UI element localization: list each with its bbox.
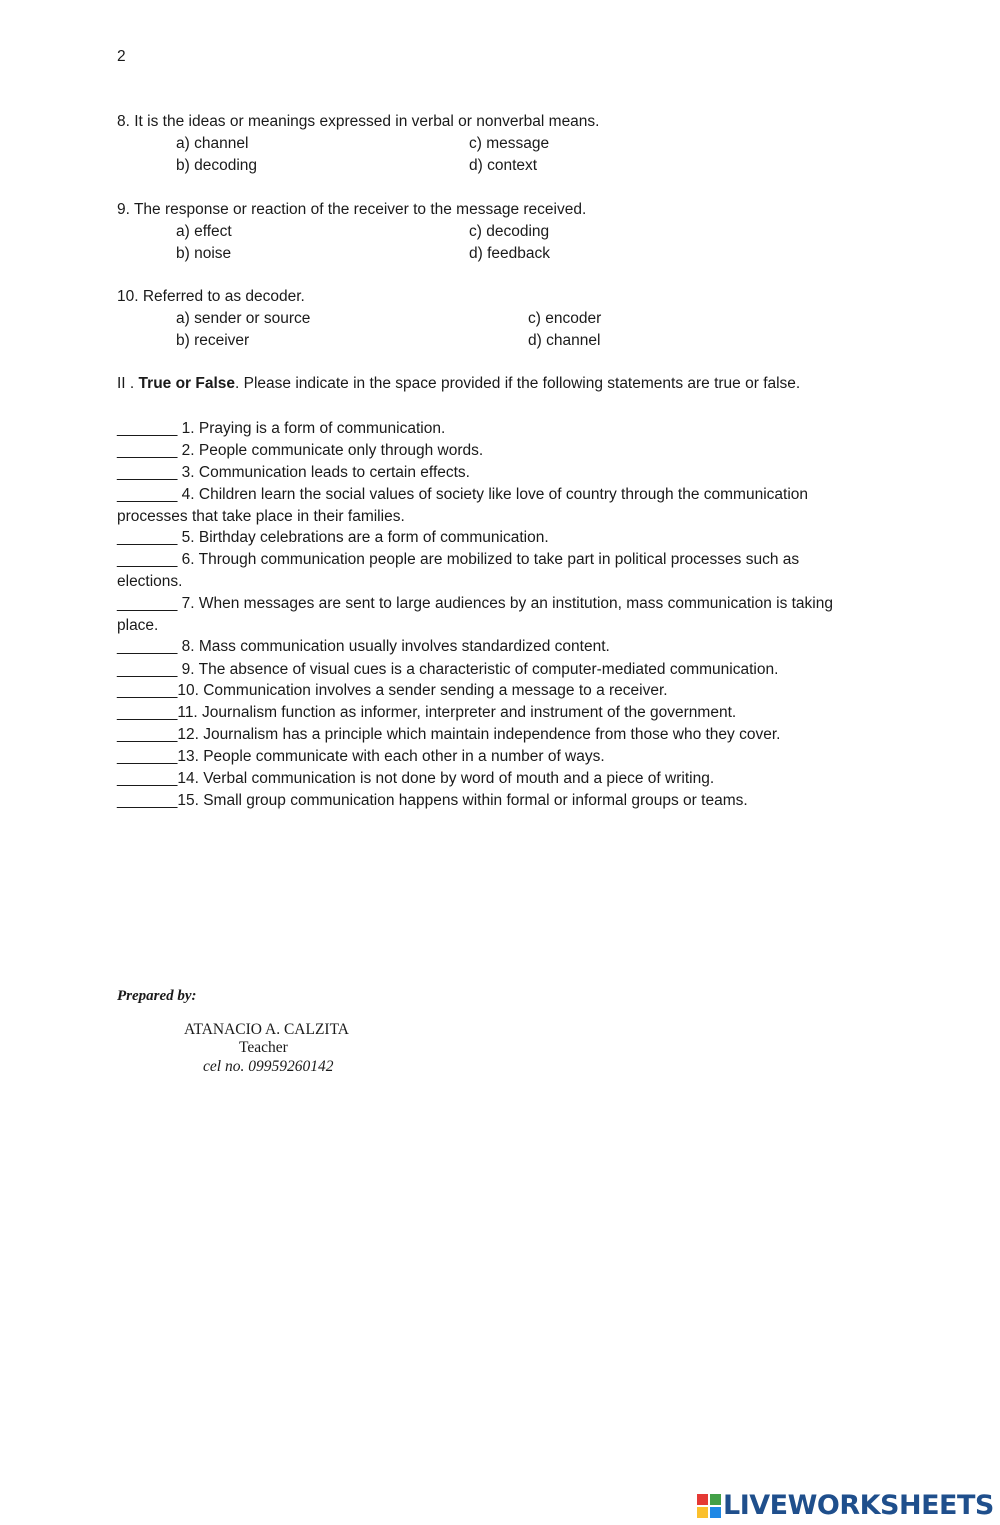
section-2-heading xyxy=(117,375,800,393)
tf-line: _______15. Small group communication happens within formal or informal groups or teams. xyxy=(117,792,748,809)
liveworksheets-wordmark: LIVEWORKSHEETS xyxy=(723,1490,994,1521)
tf-line: _______13. People communicate with each other in a number of ways. xyxy=(117,748,605,765)
tf-line: _______ 1. Praying is a form of communication. xyxy=(117,420,446,437)
teacher-contact: cel no. 09959260142 xyxy=(203,1058,334,1075)
question-9-option-c: c) decoding xyxy=(469,223,550,240)
question-8-option-a: a) channel xyxy=(176,135,249,152)
tf-line: _______14. Verbal communication is not done by word of mouth and a piece of writing. xyxy=(117,770,715,787)
question-10-option-a: a) sender or source xyxy=(176,310,311,327)
question-9-option-b: b) noise xyxy=(176,245,232,262)
tf-line: _______ 3. Communication leads to certain effects. xyxy=(117,464,470,481)
section-2-prefix: II . xyxy=(117,375,139,392)
section-2-instructions: . Please indicate in the space provided if the following statements are true or false. xyxy=(235,375,801,392)
prepared-by-label: Prepared by: xyxy=(117,988,197,1004)
tf-line: _______ 9. The absence of visual cues is a characteristic of computer-mediated communication. xyxy=(117,661,779,678)
liveworksheets-mark-icon xyxy=(697,1494,721,1518)
tf-line: _______ 6. Through communication people are mobilized to take part in political processes such as xyxy=(117,551,800,568)
tf-line: _______ 5. Birthday celebrations are a form of communication. xyxy=(117,529,549,546)
question-10-option-c: c) encoder xyxy=(528,310,602,327)
question-8-option-d: d) context xyxy=(469,157,538,174)
tf-line: _______12. Journalism has a principle which maintain independence from those who they cover. xyxy=(117,726,781,743)
tf-line: _______11. Journalism function as informer, interpreter and instrument of the government. xyxy=(117,704,737,721)
tf-line-continuation: elections. xyxy=(117,573,183,590)
tf-line: _______ 2. People communicate only through words. xyxy=(117,442,484,459)
question-9-option-a: a) effect xyxy=(176,223,232,240)
question-10-option-b: b) receiver xyxy=(176,332,250,349)
section-2-title: True or False xyxy=(138,375,236,392)
tf-line-continuation: processes that take place in their families. xyxy=(117,508,405,525)
question-8-option-c: c) message xyxy=(469,135,550,152)
teacher-name: ATANACIO A. CALZITA xyxy=(184,1021,349,1038)
tf-line: _______ 7. When messages are sent to large audiences by an institution, mass communication is taking xyxy=(117,595,833,612)
question-8-stem: 8. It is the ideas or meanings expressed in verbal or nonverbal means. xyxy=(117,113,600,130)
question-9-option-d: d) feedback xyxy=(469,245,550,262)
question-10-stem: 10. Referred to as decoder. xyxy=(117,288,305,305)
tf-line: _______ 8. Mass communication usually involves standardized content. xyxy=(117,638,610,655)
page-number: 2 xyxy=(117,48,126,65)
teacher-role: Teacher xyxy=(239,1039,288,1056)
tf-line: _______10. Communication involves a sender sending a message to a receiver. xyxy=(117,682,668,699)
question-8-option-b: b) decoding xyxy=(176,157,258,174)
question-10-option-d: d) channel xyxy=(528,332,601,349)
tf-line: _______ 4. Children learn the social values of society like love of country through the communication xyxy=(117,486,809,503)
tf-line-continuation: place. xyxy=(117,617,159,634)
question-9-stem: 9. The response or reaction of the receiver to the message received. xyxy=(117,201,587,218)
